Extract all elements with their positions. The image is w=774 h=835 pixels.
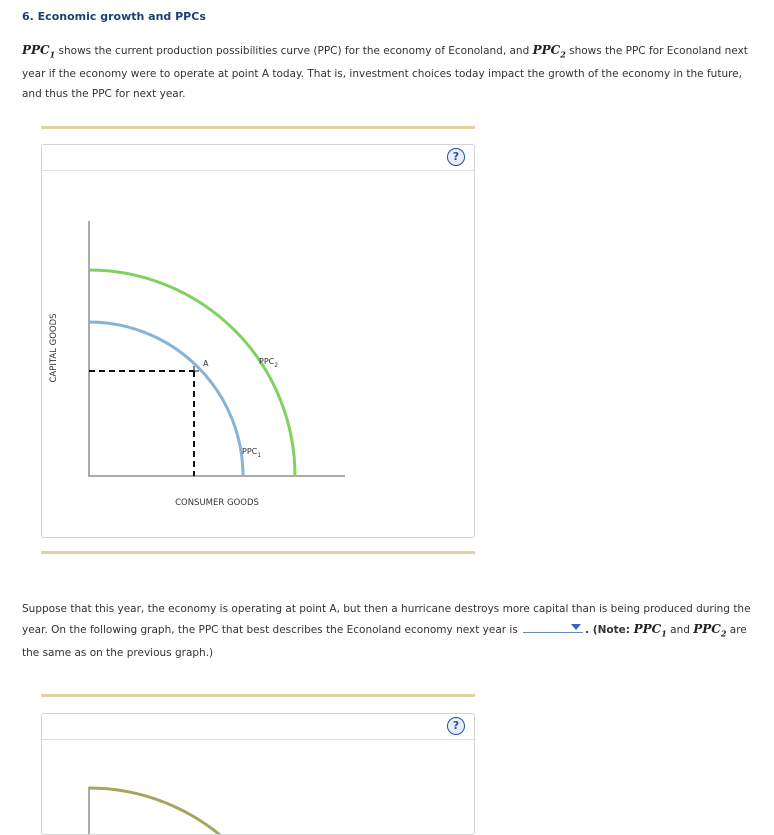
graph2-svg (42, 740, 474, 834)
point-a-label: A (203, 359, 209, 368)
intro-paragraph: $PPC_1$ shows the current production possibilities curve (PPC) for the economy of Econoland, and $PPC_2$ shows the PPC for Econoland next year if the economy were to operate at point A today. That is, investment choices today impact the growth of the economy in the future, and thus the PPC for next year. (22, 43, 748, 101)
graph1-top-rule (41, 126, 475, 129)
help-icon[interactable]: ? (447, 148, 465, 166)
graph1-svg (42, 171, 474, 537)
ppc1-symbol-2: $PPC_1$ (633, 622, 667, 639)
ppc1-curve[interactable] (89, 322, 243, 476)
ppc2-label: $PPC_2$ (259, 357, 279, 369)
dropdown-arrow-icon (571, 624, 581, 630)
ppc2-symbol-2: $PPC_2$ (693, 622, 727, 639)
graph2-header (42, 714, 474, 740)
ppc2-curve[interactable] (89, 270, 295, 476)
x-axis-label: CONSUMER GOODS (175, 498, 259, 508)
y-axis-label: CAPITAL GOODS (49, 313, 59, 383)
ppc1-symbol: $PPC_1$ (22, 43, 56, 60)
graph1-bottom-rule (41, 551, 475, 554)
graph2-top-rule (41, 694, 475, 697)
ppc-curve[interactable] (89, 788, 295, 834)
question-title: 6. Economic growth and PPCs (22, 10, 206, 23)
ppc2-symbol: $PPC_2$ (532, 43, 566, 60)
ppc1-label: $PPC_1$ (242, 447, 262, 459)
help-icon[interactable]: ? (447, 717, 465, 735)
graph1-header (42, 145, 474, 171)
ppc-answer-dropdown[interactable] (523, 620, 583, 633)
graph2-panel (41, 713, 475, 835)
graph1-panel (41, 144, 475, 538)
question2-paragraph: Suppose that this year, the economy is operating at point A, but then a hurricane destroys more capital than is being produced during the year. On the following graph, the PPC that best describes the Econoland economy next year is . (Note: $PPC_1$ and $PPC_2$ are the same as on the previous graph.) (22, 603, 751, 660)
